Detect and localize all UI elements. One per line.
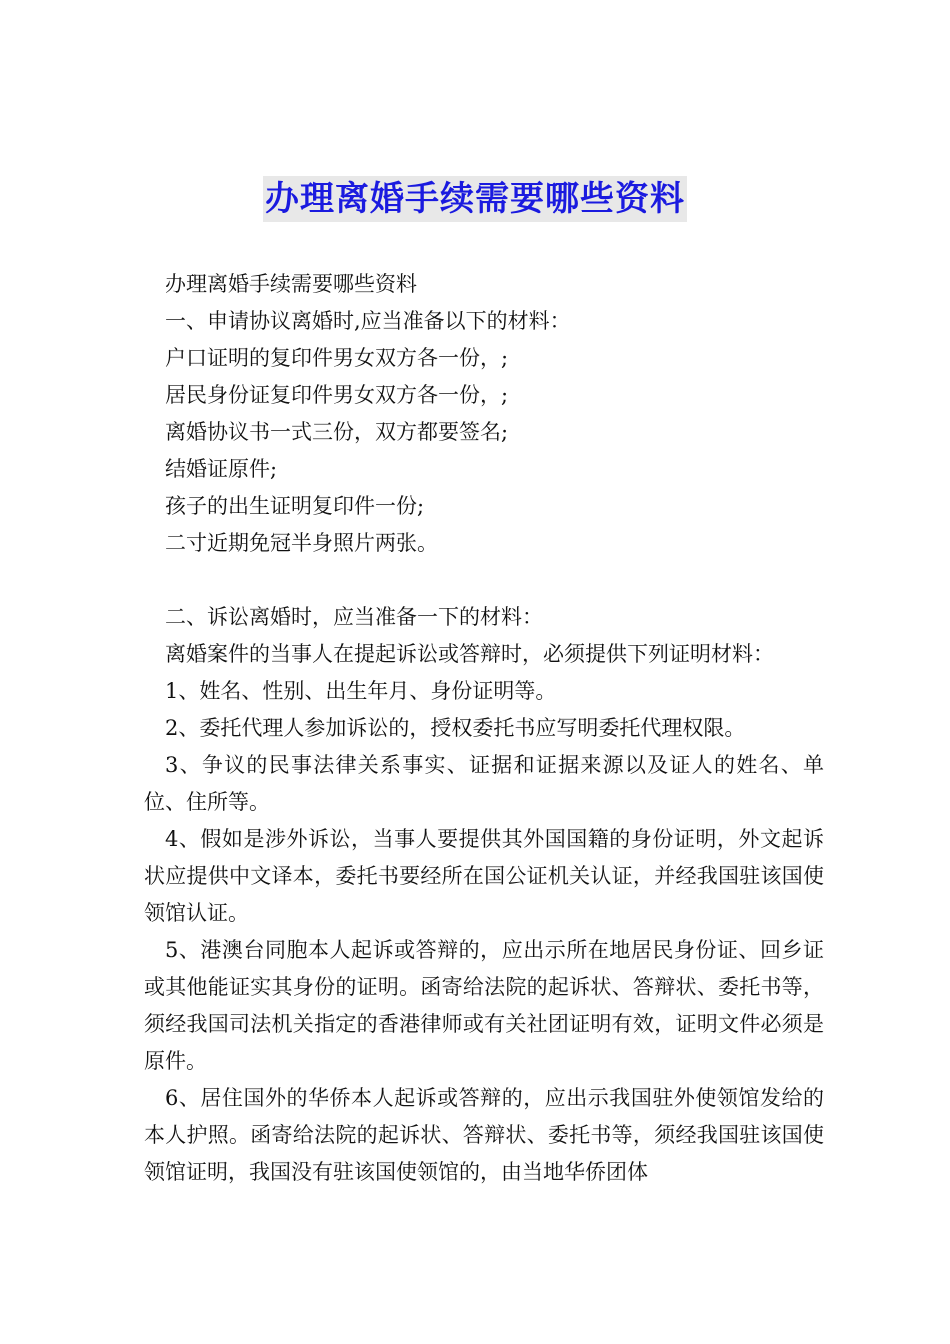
title-area xyxy=(0,176,950,222)
section1-item: 居民身份证复印件男女双方各一份，; xyxy=(165,383,509,407)
paragraph-spacer xyxy=(144,562,824,599)
section1-heading: 一、申请协议离婚时,应当准备以下的材料： xyxy=(165,309,571,333)
section2-heading: 二、诉讼离婚时，应当准备一下的材料： xyxy=(165,605,543,629)
section2-item: 5、港澳台同胞本人起诉或答辩的，应出示所在地居民身份证、回乡证或其他能证实其身份的证明。函寄给法院的起诉状、答辩状、委托书等，须经我国司法机关指定的香港律师或有关社团证明有效，证明文件必须是原件。 xyxy=(144,938,824,1073)
section2-item: 2、委托代理人参加诉讼的，授权委托书应写明委托代理权限。 xyxy=(165,716,746,740)
section1-item: 离婚协议书一式三份，双方都要签名; xyxy=(165,420,509,444)
section1-item: 二寸近期免冠半身照片两张。 xyxy=(165,531,438,555)
section1-intro: 办理离婚手续需要哪些资料 xyxy=(165,272,417,296)
section2-item: 6、居住国外的华侨本人起诉或答辩的，应出示我国驻外使领馆发给的本人护照。函寄给法院的起诉状、答辩状、委托书等，须经我国驻该国使领馆证明，我国没有驻该国使领馆的，由当地华侨团体 xyxy=(144,1086,824,1184)
section2-item: 1、姓名、性别、出生年月、身份证明等。 xyxy=(165,679,557,703)
section1-item: 结婚证原件; xyxy=(165,457,278,481)
section2-item: 4、假如是涉外诉讼，当事人要提供其外国国籍的身份证明，外文起诉状应提供中文译本，委托书要经所在国公证机关认证，并经我国驻该国使领馆认证。 xyxy=(144,827,824,925)
document-body xyxy=(144,266,824,1191)
section1-item: 孩子的出生证明复印件一份; xyxy=(165,494,425,518)
document-title: 办理离婚手续需要哪些资料 xyxy=(263,176,687,222)
section2-intro: 离婚案件的当事人在提起诉讼或答辩时，必须提供下列证明材料： xyxy=(165,642,774,666)
section1-item: 户口证明的复印件男女双方各一份，; xyxy=(165,346,509,370)
section2-item: 3、争议的民事法律关系事实、证据和证据来源以及证人的姓名、单位、住所等。 xyxy=(144,753,824,814)
